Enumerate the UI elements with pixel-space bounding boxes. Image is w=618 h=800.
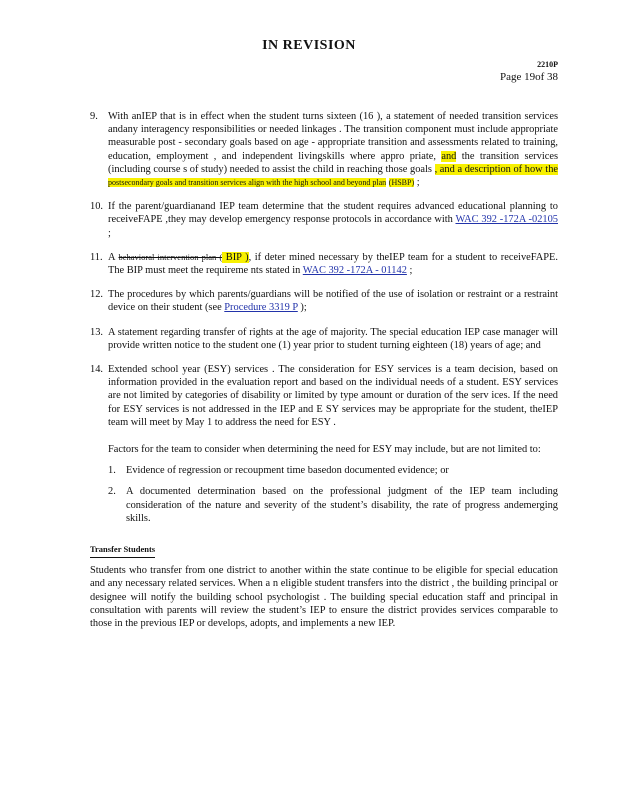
item-text-segment: The procedures by which parents/guardians will be notified of the use of isolation or restraint or a restraint device on their student (see	[108, 289, 558, 314]
item-text-segment: If the parent/guardianand IEP team determine that the student requires advanced educational planning to receiveFAPE ,they may develop emergency response protocols in accordance with	[108, 201, 558, 226]
highlight-text: (HSBP)	[388, 178, 415, 188]
item-text-segment: A	[108, 251, 119, 263]
wac-link[interactable]: WAC 392 -172A - 01142	[302, 265, 407, 277]
item-text	[108, 200, 558, 240]
list-item-12	[90, 288, 558, 314]
highlight-text: and	[441, 150, 457, 162]
list-item-9	[90, 110, 558, 189]
item-text-segment: ;	[414, 177, 420, 189]
item-text	[108, 110, 558, 189]
page-title: IN REVISION	[262, 38, 356, 53]
transfer-students-paragraph: Students who transfer from one district to another within the state continue to be eligible for special education and any necessary related services. When a n eligible student transfers into the district , the building principal or designee will notify the building school psychologist . The building special education staff and principal in consultation with parents will review the student’s IEP to ensure the district provides services comparable to those in the previous IEP or develops, adopts, and implements a new IEP.	[90, 565, 558, 630]
item-number: 10.	[90, 201, 103, 213]
item-number: 14.	[90, 364, 103, 376]
item-number: 9.	[90, 111, 98, 122]
highlight-text: BIP )	[222, 251, 249, 263]
document-body	[90, 110, 558, 630]
deleted-text: behavioral intervention plan (	[118, 251, 223, 262]
policy-code: 2210P	[537, 60, 558, 69]
item-text-segment: ;	[406, 265, 413, 277]
list-item-11	[90, 251, 558, 277]
item-text-segment: , if deter mined necessary by theIEP team for a student to receiveFAPE. The BIP must meet the requireme nts stated in	[108, 251, 558, 277]
factor-number: 1.	[108, 465, 116, 477]
transfer-students-heading: Transfer Students	[90, 543, 155, 558]
list-item-13	[90, 326, 558, 352]
item-text: A statement regarding transfer of rights at the age of majority. The special education IEP case manager will provide written notice to the student one (1) year prior to student turning eighteen (18) years of age; and	[108, 326, 558, 351]
wac-link[interactable]: WAC 392 -172A -02105	[455, 214, 558, 226]
item-number: 11.	[90, 251, 103, 263]
page-number: Page 19of 38	[499, 71, 558, 83]
item-number: 13.	[90, 326, 103, 338]
factors-paragraph: Factors for the team to consider when determining the need for ESY may include, but are not limited to:	[108, 444, 541, 456]
item-text-segment: );	[297, 302, 307, 314]
highlight-text: postsecondary goals and transition services align with the high school and beyond plan	[108, 178, 387, 188]
list-item-10	[90, 200, 558, 240]
procedure-link[interactable]: Procedure 3319 P	[224, 302, 298, 314]
factor-number: 2.	[108, 486, 116, 498]
item-text-segment: With anIEP that is in effect when the student turns sixteen (16 ), a statement of needed transition services andany interagency responsibilities or needed linkages . The transition component must include appropriate measurable post - secondary goals based on age - appropriate transition and assessments related to training, education, employment , and independent livingskills where appro priate,	[108, 111, 558, 162]
factor-item-1	[108, 464, 558, 477]
item-text: Extended school year (ESY) services . The consideration for ESY services is a team decision, based on information provided in the evaluation report and based on the individual needs of a student. ESY services are not limited by categories of disability or limited by type amount or duration of the serv ices. If the need for ESY services is not addressed in the IEP and E SY services may be appropriate for the student, theIEP team will meet by May 1 to address the need for ESY .	[108, 364, 558, 428]
factor-text: A documented determination based on the professional judgment of the IEP team including consideration of the nature and severity of the student’s disability, the rate of progress andemerging skills.	[126, 486, 558, 524]
item-text-segment: ;	[108, 227, 111, 239]
factor-text: Evidence of regression or recoupment time basedon documented evidence; or	[126, 465, 449, 477]
item-text	[108, 251, 558, 277]
item-text-segment: the transition services (including course s of study) needed to assist the child in reaching those goals	[108, 150, 558, 175]
highlight-text: , and a description of how the	[434, 163, 559, 175]
list-item-14	[90, 363, 558, 429]
item-text	[108, 288, 558, 314]
item-number: 12.	[90, 289, 103, 301]
factor-item-2	[108, 485, 558, 525]
